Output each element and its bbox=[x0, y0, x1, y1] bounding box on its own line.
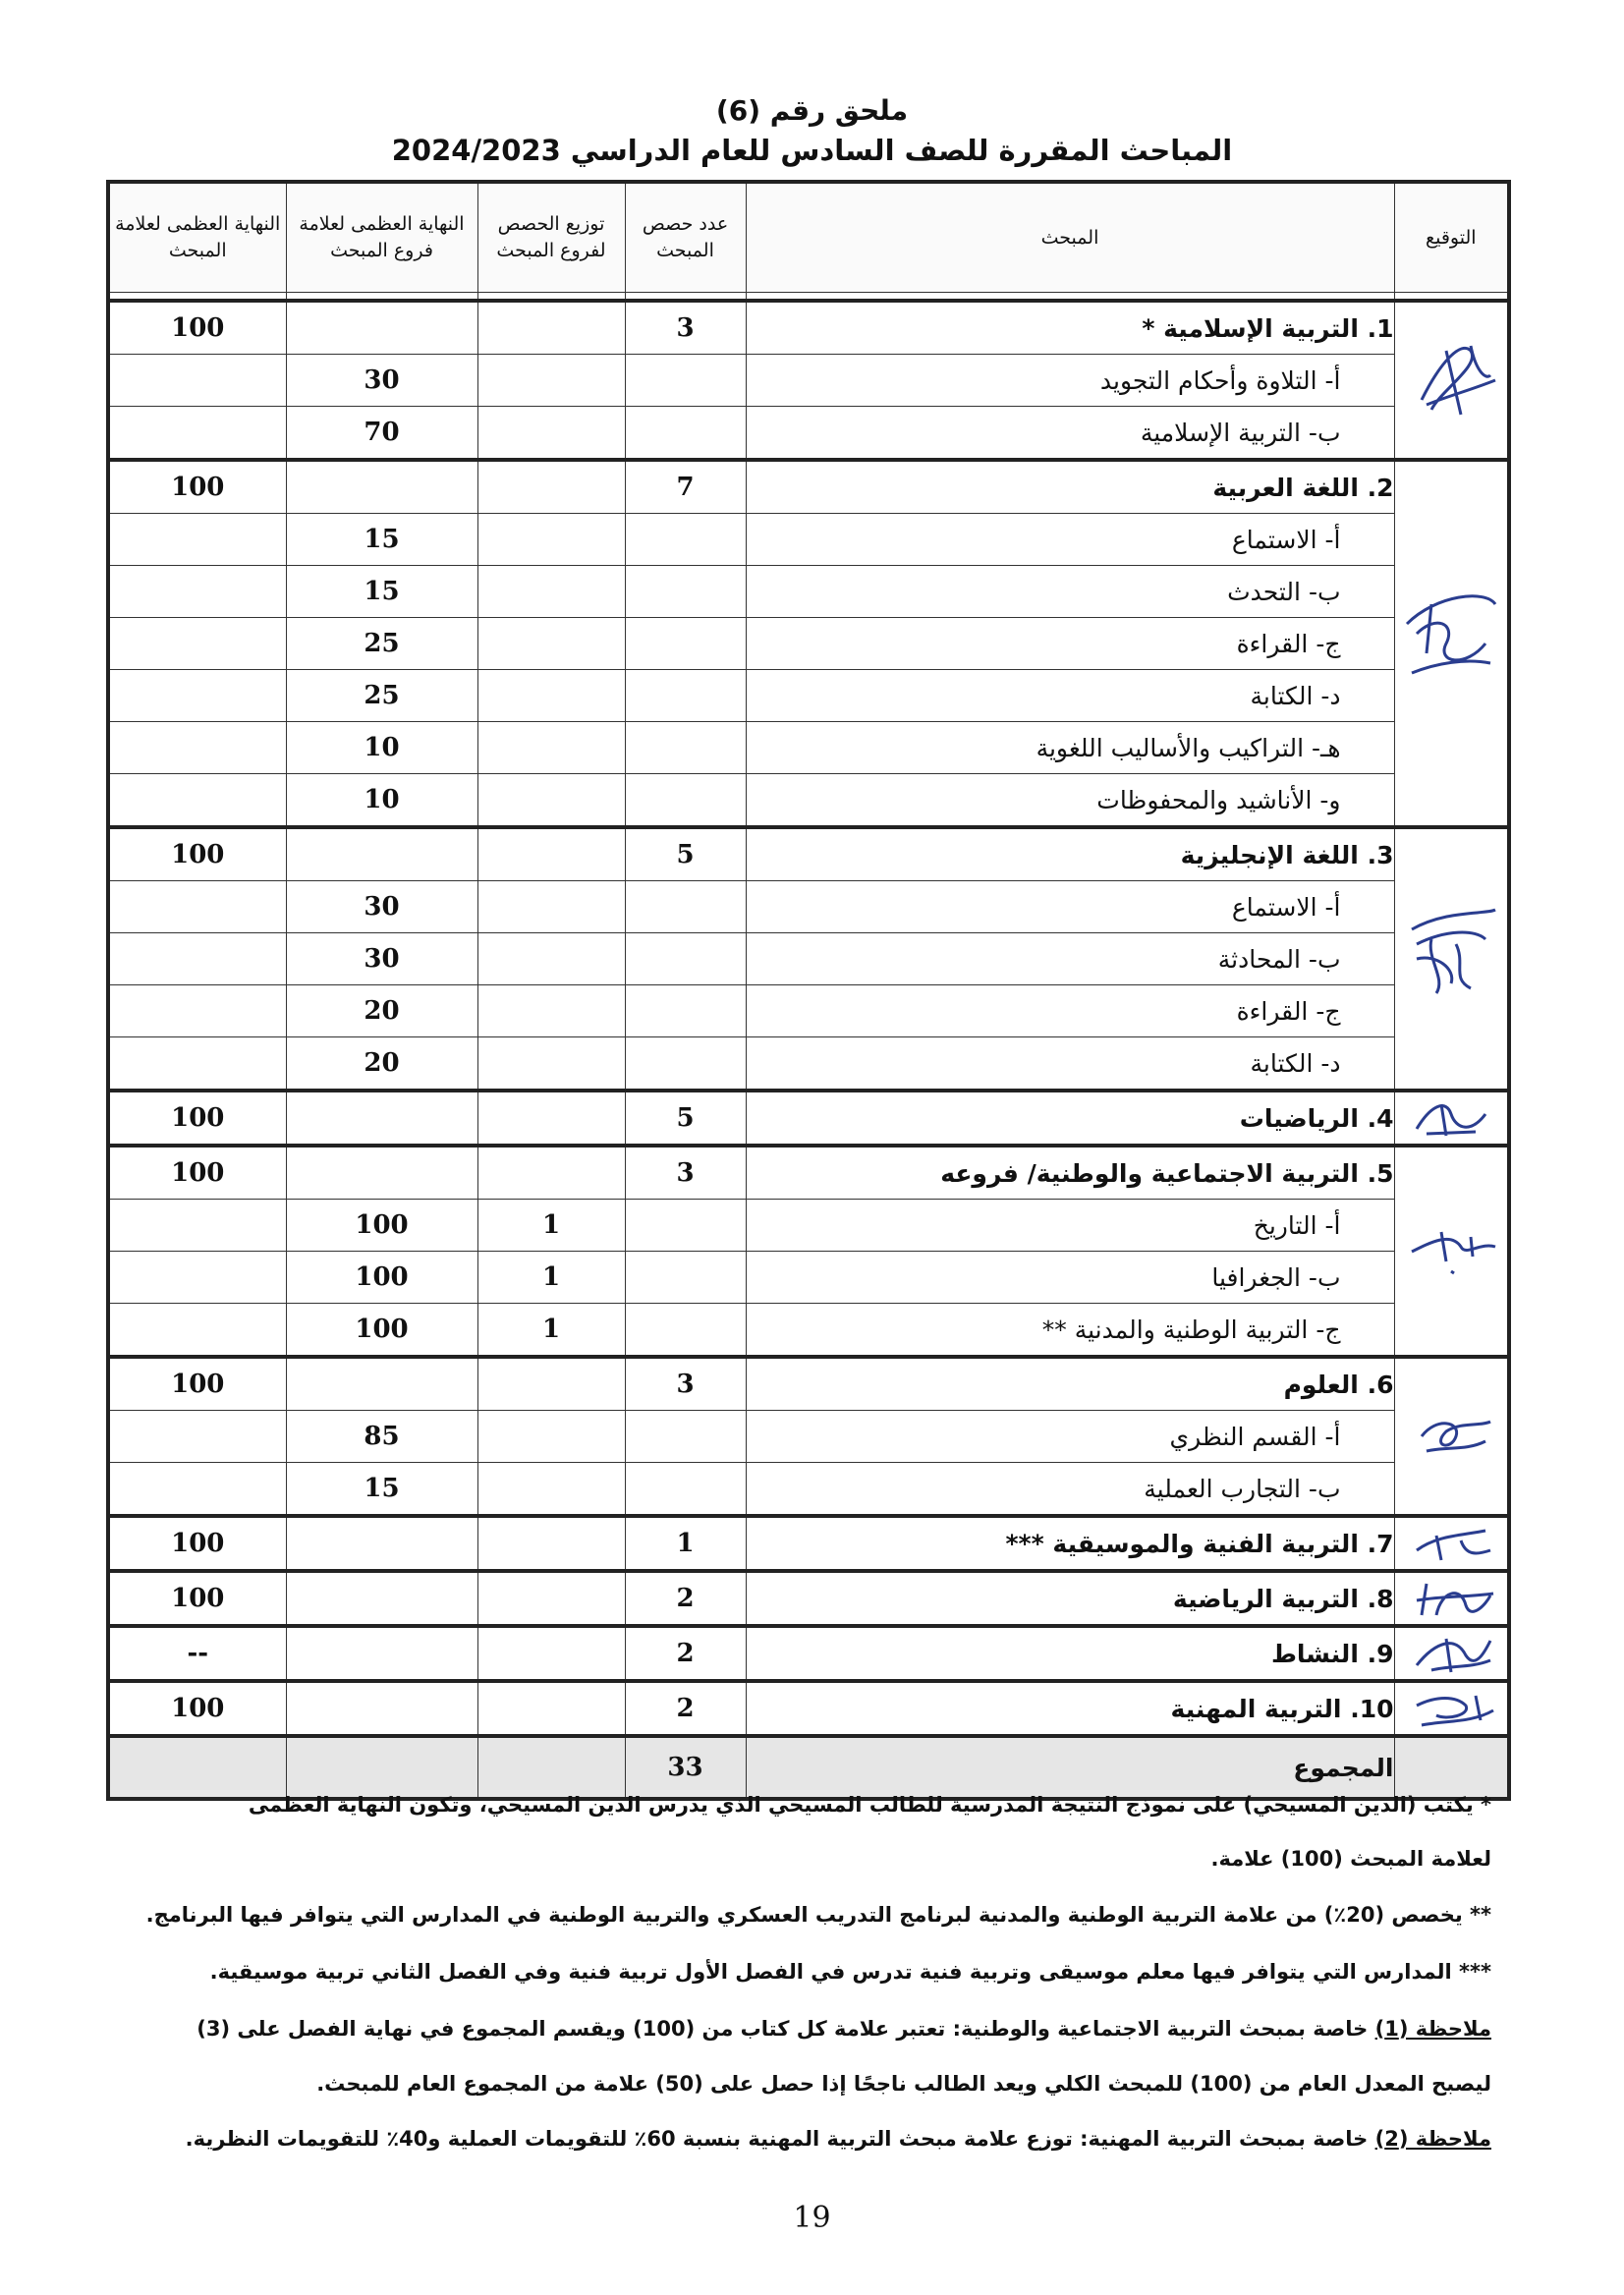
subject-max-cell: 100 bbox=[108, 1146, 286, 1200]
table-row bbox=[108, 1091, 1509, 1146]
page-title: المباحث المقررة للصف السادس للعام الدراسي 2024/2023 bbox=[391, 134, 1233, 167]
subject-max-cell: 100 bbox=[108, 1681, 286, 1736]
branch-max-cell: 30 bbox=[286, 933, 477, 985]
subject-max-cell: 100 bbox=[108, 1571, 286, 1626]
signature-image bbox=[1402, 321, 1500, 439]
col-periods: عدد حصص المبحث bbox=[625, 182, 746, 293]
table-row bbox=[108, 722, 1509, 774]
branch-name: ب- التجارب العملية bbox=[746, 1463, 1394, 1517]
branch-name: أ- التاريخ bbox=[746, 1200, 1394, 1252]
table-row bbox=[108, 774, 1509, 828]
subject-name: 10. التربية المهنية bbox=[746, 1681, 1394, 1736]
subject-max-cell: 100 bbox=[108, 460, 286, 514]
table-row bbox=[108, 1463, 1509, 1517]
table-row bbox=[108, 1037, 1509, 1092]
periods-cell: 3 bbox=[625, 1357, 746, 1411]
branch-name: د- الكتابة bbox=[746, 1037, 1394, 1092]
subject-name: 6. العلوم bbox=[746, 1357, 1394, 1411]
branch-max-cell: 85 bbox=[286, 1411, 477, 1463]
table-row bbox=[108, 1681, 1509, 1736]
branch-max-cell: 10 bbox=[286, 722, 477, 774]
branch-name: أ- القسم النظري bbox=[746, 1411, 1394, 1463]
table-row bbox=[108, 670, 1509, 722]
branch-name: هـ- التراكيب والأساليب اللغوية bbox=[746, 722, 1394, 774]
signature-image bbox=[1407, 1521, 1495, 1566]
table-row bbox=[108, 1516, 1509, 1571]
table-row bbox=[108, 933, 1509, 985]
periods-cell: 7 bbox=[625, 460, 746, 514]
branch-max-cell: 30 bbox=[286, 881, 477, 933]
appendix-label: ملحق رقم (6) bbox=[715, 94, 909, 127]
table-row bbox=[108, 827, 1509, 881]
branch-name: أ- التلاوة وأحكام التجويد bbox=[746, 355, 1394, 407]
branch-max-cell: 15 bbox=[286, 1463, 477, 1517]
subject-name: 9. النشاط bbox=[746, 1626, 1394, 1681]
signature-image bbox=[1397, 585, 1505, 702]
periods-cell: 2 bbox=[625, 1571, 746, 1626]
subject-max-cell: 100 bbox=[108, 1516, 286, 1571]
branch-name: ب- التربية الإسلامية bbox=[746, 407, 1394, 461]
col-subject: المبحث bbox=[746, 182, 1394, 293]
note-3: *** المدارس التي يتوافر فيها معلم موسيقى وتربية فنية تدرس في الفصل الأول تربية فنية وفي الفصل الثاني تربية موسيقية. bbox=[209, 1960, 1491, 1984]
subject-name: 7. التربية الفنية والموسيقية *** bbox=[746, 1516, 1394, 1571]
subject-name: 4. الرياضيات bbox=[746, 1091, 1394, 1146]
periods-cell: 1 bbox=[625, 1516, 746, 1571]
subjects-table bbox=[106, 180, 1511, 1801]
subject-name: 1. التربية الإسلامية * bbox=[746, 301, 1394, 355]
distribution-cell: 1 bbox=[477, 1304, 625, 1358]
signature-5 bbox=[1394, 1146, 1509, 1357]
subject-name: 2. اللغة العربية bbox=[746, 460, 1394, 514]
periods-cell: 3 bbox=[625, 1146, 746, 1200]
table-row bbox=[108, 1252, 1509, 1304]
subject-name: 8. التربية الرياضية bbox=[746, 1571, 1394, 1626]
subject-name: 5. التربية الاجتماعية والوطنية/ فروعه bbox=[746, 1146, 1394, 1200]
table-row bbox=[108, 566, 1509, 618]
note-4-line-2: ليصبح المعدل العام من (100) للمبحث الكلي ويعد الطالب ناجحًا إذا حصل على (50) علامة من المجموع العام للمبحث. bbox=[316, 2072, 1491, 2096]
branch-name: ج- التربية الوطنية والمدنية ** bbox=[746, 1304, 1394, 1358]
signature-image bbox=[1407, 1094, 1495, 1142]
branch-max-cell: 25 bbox=[286, 618, 477, 670]
note-2: ** يخصص (20٪) من علامة التربية الوطنية والمدنية لبرنامج التدريب العسكري والتربية الوطنية في المدارس التي يتوافر فيها البرنامج. bbox=[145, 1903, 1491, 1927]
total-periods: 33 bbox=[625, 1736, 746, 1799]
signature-3 bbox=[1394, 827, 1509, 1091]
periods-cell: 5 bbox=[625, 827, 746, 881]
table-row bbox=[108, 881, 1509, 933]
branch-name: ب- التحدث bbox=[746, 566, 1394, 618]
table-row bbox=[108, 355, 1509, 407]
signature-10 bbox=[1394, 1681, 1509, 1736]
table-row bbox=[108, 1146, 1509, 1200]
branch-name: د- الكتابة bbox=[746, 670, 1394, 722]
col-period-distribution: توزيع الحصص لفروع المبحث bbox=[477, 182, 625, 293]
branch-max-cell: 20 bbox=[286, 1037, 477, 1092]
branch-max-cell: 15 bbox=[286, 566, 477, 618]
table-row bbox=[108, 301, 1509, 355]
note-1-line-1: * يكتب (الدين المسيحي) على نموذج النتيجة المدرسية للطالب المسيحي الذي يدرس الدين المسيحي، وتكون النهاية العظمى bbox=[248, 1793, 1491, 1817]
branch-max-cell: 70 bbox=[286, 407, 477, 461]
table-row bbox=[108, 460, 1509, 514]
distribution-cell: 1 bbox=[477, 1200, 625, 1252]
table-row bbox=[108, 1357, 1509, 1411]
note-4-text: خاصة بمبحث التربية الاجتماعية والوطنية: تعتبر علامة كل كتاب من (100) ويقسم المجموع في نهاية الفصل على (3) bbox=[196, 2017, 1375, 2041]
branch-max-cell: 20 bbox=[286, 985, 477, 1037]
note-5-label: ملاحظة (2) bbox=[1374, 2127, 1491, 2151]
branch-max-cell: 100 bbox=[286, 1200, 477, 1252]
signature-image bbox=[1397, 900, 1505, 1018]
branch-max-cell: 25 bbox=[286, 670, 477, 722]
col-subject-max: النهاية العظمى لعلامة المبحث bbox=[108, 182, 286, 293]
branch-name: أ- الاستماع bbox=[746, 881, 1394, 933]
table-row bbox=[108, 1411, 1509, 1463]
branch-name: ب- الجغرافيا bbox=[746, 1252, 1394, 1304]
signature-image bbox=[1402, 1212, 1500, 1291]
branch-max-cell: 15 bbox=[286, 514, 477, 566]
col-signature: التوقيع bbox=[1394, 182, 1509, 293]
branch-max-cell: 100 bbox=[286, 1304, 477, 1358]
signature-4 bbox=[1394, 1091, 1509, 1146]
subject-max-cell: 100 bbox=[108, 301, 286, 355]
distribution-cell: 1 bbox=[477, 1252, 625, 1304]
signature-image bbox=[1407, 1631, 1495, 1676]
note-5-text: خاصة بمبحث التربية المهنية: توزع علامة مبحث التربية المهنية بنسبة 60٪ للتقويمات العملية و40٪ للتقويمات النظرية. bbox=[185, 2127, 1375, 2151]
branch-name: و- الأناشيد والمحفوظات bbox=[746, 774, 1394, 828]
table-header-row bbox=[108, 182, 1509, 293]
table-row bbox=[108, 514, 1509, 566]
page-number: 19 bbox=[793, 2201, 831, 2235]
branch-name: ج- القراءة bbox=[746, 618, 1394, 670]
note-5 bbox=[136, 2122, 1491, 2155]
table-row bbox=[108, 1571, 1509, 1626]
signature-9 bbox=[1394, 1626, 1509, 1681]
subject-name: 3. اللغة الإنجليزية bbox=[746, 827, 1394, 881]
branch-name: أ- الاستماع bbox=[746, 514, 1394, 566]
table-row bbox=[108, 1304, 1509, 1358]
branch-max-cell: 30 bbox=[286, 355, 477, 407]
branch-name: ب- المحادثة bbox=[746, 933, 1394, 985]
signature-2 bbox=[1394, 460, 1509, 827]
subject-max-cell: 100 bbox=[108, 1357, 286, 1411]
branch-max-cell: 100 bbox=[286, 1252, 477, 1304]
periods-cell: 5 bbox=[625, 1091, 746, 1146]
col-branch-max: النهاية العظمى لعلامة فروع المبحث bbox=[286, 182, 477, 293]
table-row bbox=[108, 1200, 1509, 1252]
table-row bbox=[108, 985, 1509, 1037]
subject-max-cell: -- bbox=[108, 1626, 286, 1681]
signature-6 bbox=[1394, 1357, 1509, 1516]
table-row bbox=[108, 407, 1509, 461]
subject-max-cell: 100 bbox=[108, 827, 286, 881]
signature-1 bbox=[1394, 301, 1509, 460]
signature-8 bbox=[1394, 1571, 1509, 1626]
table-row bbox=[108, 618, 1509, 670]
note-4-line-1 bbox=[136, 2012, 1491, 2045]
signature-image bbox=[1407, 1686, 1495, 1731]
periods-cell: 3 bbox=[625, 301, 746, 355]
periods-cell: 2 bbox=[625, 1681, 746, 1736]
periods-cell: 2 bbox=[625, 1626, 746, 1681]
note-4-label: ملاحظة (1) bbox=[1374, 2017, 1491, 2041]
note-1-line-2: لعلامة المبحث (100) علامة. bbox=[1210, 1847, 1491, 1871]
total-label: المجموع bbox=[746, 1736, 1394, 1799]
signature-image bbox=[1407, 1402, 1495, 1471]
table-row bbox=[108, 1626, 1509, 1681]
signature-7 bbox=[1394, 1516, 1509, 1571]
branch-max-cell: 10 bbox=[286, 774, 477, 828]
branch-name: ج- القراءة bbox=[746, 985, 1394, 1037]
subject-max-cell: 100 bbox=[108, 1091, 286, 1146]
signature-image bbox=[1407, 1576, 1495, 1621]
